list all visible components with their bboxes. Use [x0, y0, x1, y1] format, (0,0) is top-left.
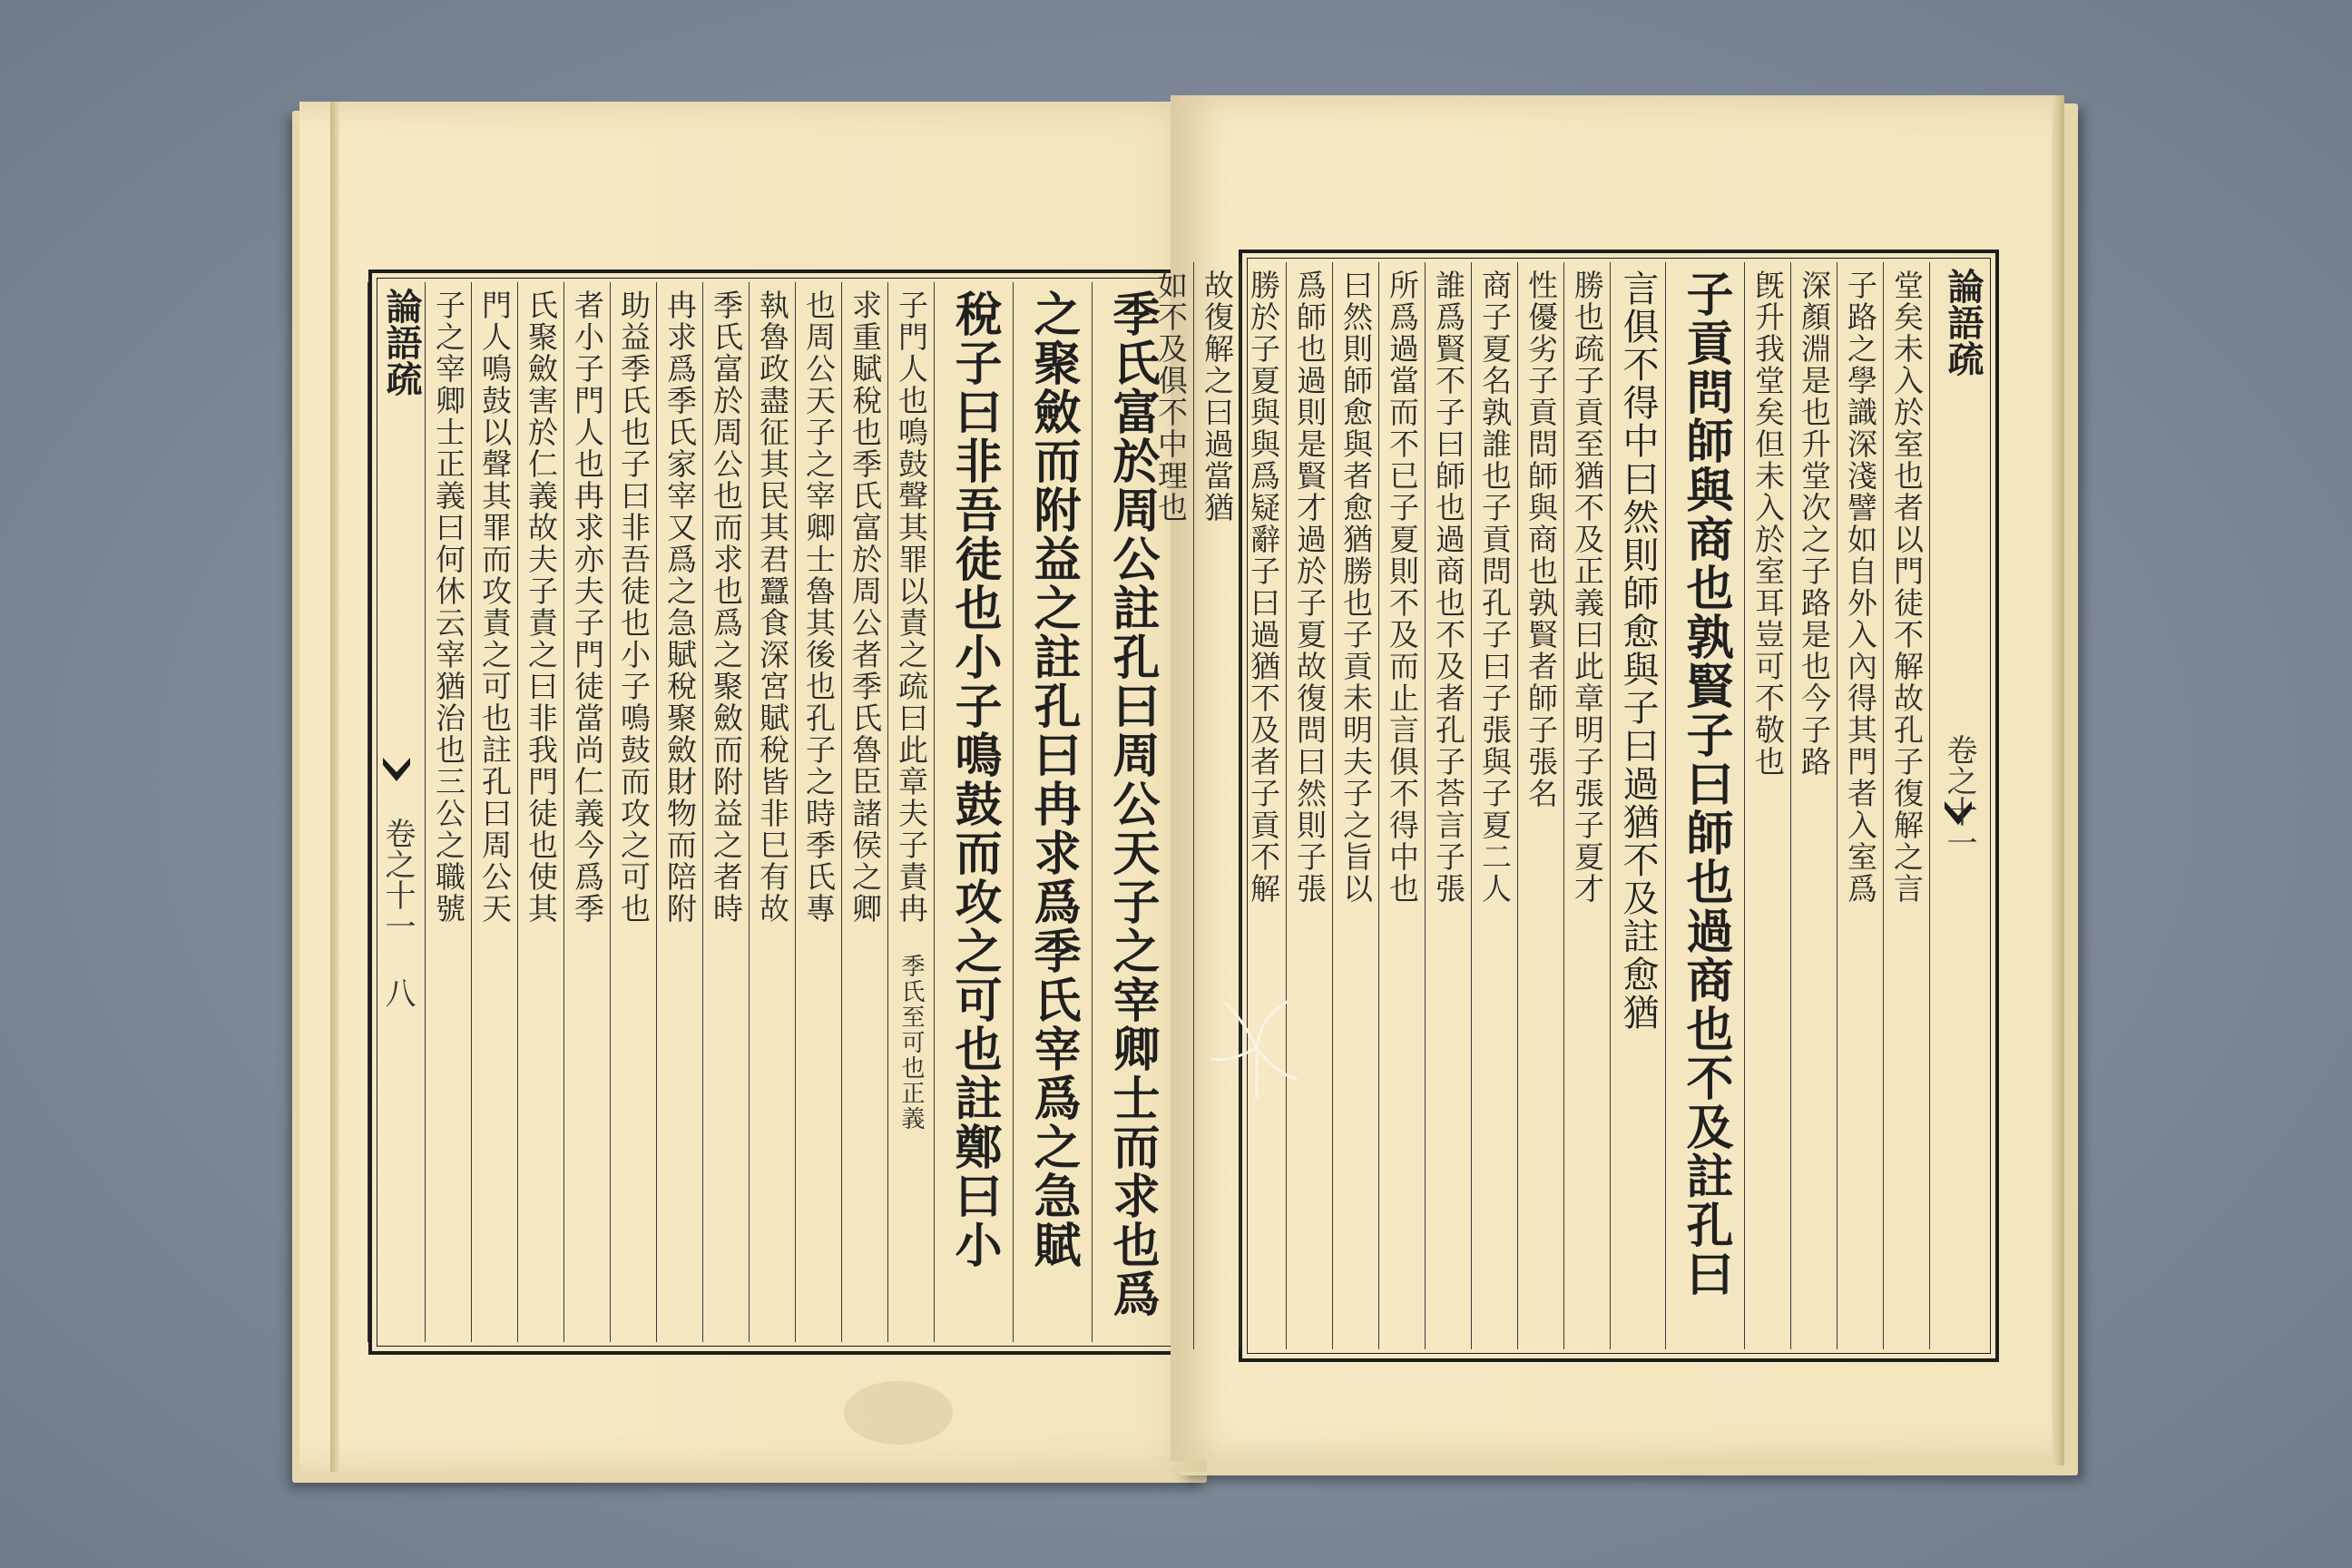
text-column: 也周公天子之宰卿士魯其後也孔子之時季氏專	[795, 282, 841, 1342]
right-page	[1153, 95, 2064, 1461]
paper-stain	[844, 1381, 953, 1445]
interlinear-note: 季氏至可也正義	[897, 925, 925, 1132]
text-column: 言俱不得中曰然則師愈與子曰過猶不及註愈猶	[1610, 262, 1665, 1349]
left-columns	[381, 282, 1171, 1342]
text-column: 子貢問師與商也孰賢子曰師也過商也不及註孔曰	[1665, 262, 1744, 1349]
text-column: 故復解之曰過當猶	[1193, 262, 1240, 1349]
volume-label: 卷之十一 八	[379, 818, 416, 1008]
text-column: 子門人也鳴鼓聲其罪以責之疏曰此章夫子責冉 季氏至可也正義	[887, 282, 934, 1342]
left-center-strip	[368, 282, 425, 1342]
right-binding-edge	[2052, 95, 2064, 1465]
binding-thread	[1207, 994, 1307, 1102]
text-column: 者小子門人也冉求亦夫子門徒當尚仁義今爲季	[564, 282, 610, 1342]
text-column: 如不及俱不中理也	[1153, 270, 1189, 524]
text-column: 助益季氏也子曰非吾徒也小子鳴鼓而攻之可也	[610, 282, 656, 1342]
left-binding-edge	[330, 102, 339, 1472]
text-column: 爲師也過則是賢才過於子夏故復問曰然則子張	[1286, 262, 1332, 1349]
text-column: 子路之學識深淺譬如自外入內得其門者入室爲	[1837, 262, 1883, 1349]
text-column: 深顏淵是也升堂次之子路是也今子路	[1790, 262, 1837, 1349]
text-column: 執魯政盡征其民其君蠶食深宮賦稅皆非巳有故	[749, 282, 795, 1342]
book-title-label: 論語疏	[380, 288, 423, 397]
text-column: 季氏富於周公也而求也爲之聚斂而附益之者時	[702, 282, 749, 1342]
text-column: 勝也疏子貢至猶不及正義曰此章明子張子夏才	[1563, 262, 1610, 1349]
text-column: 門人鳴鼓以聲其罪而攻責之可也註孔曰周公天	[471, 282, 517, 1342]
right-text-frame	[1153, 250, 1999, 1362]
text-column: 旣升我堂矣但未入於室耳豈可不敬也	[1744, 262, 1790, 1349]
left-text-frame	[368, 270, 1183, 1355]
left-page	[299, 102, 1207, 1472]
text-column: 季氏富於周公註孔曰周公天子之宰卿士而求也爲	[1092, 282, 1171, 1342]
text-column: 所爲過當而不已子夏則不及而止言俱不得中也	[1378, 262, 1425, 1349]
fish-tail-mark-icon	[381, 754, 412, 785]
text-column: 求重賦稅也季氏富於周公者季氏魯臣諸侯之卿	[841, 282, 887, 1342]
open-book	[272, 91, 2087, 1488]
text-column: 之聚斂而附益之註孔曰冉求爲季氏宰爲之急賦	[1013, 282, 1092, 1342]
volume-label: 卷之十一	[1941, 734, 1977, 858]
text-column: 冉求爲季氏家宰又爲之急賦稅聚斂財物而陪附	[656, 282, 702, 1342]
text-column: 誰爲賢不子曰師也過商也不及者孔子荅言子張	[1425, 262, 1471, 1349]
text-column: 性優劣子貢問師與商也孰賢者師子張名	[1517, 262, 1563, 1349]
text-column: 稅子曰非吾徒也小子鳴鼓而攻之可也註鄭曰小	[934, 282, 1013, 1342]
right-center-strip	[1929, 262, 1986, 1349]
text-column: 氏聚斂害於仁義故夫子責之曰非我門徒也使其	[517, 282, 564, 1342]
book-title-label: 論語疏	[1942, 268, 1984, 377]
text-column: 曰然則師愈與者愈猶勝也子貢未明夫子之旨以	[1332, 262, 1378, 1349]
right-columns	[1153, 262, 1986, 1349]
text-column: 堂矣未入於室也者以門徒不解故孔子復解之言	[1883, 262, 1929, 1349]
text-column: 勝於子夏與與爲疑辭子曰過猶不及者子貢不解	[1240, 262, 1286, 1349]
text-column: 子之宰卿士正義曰何休云宰猶治也三公之職號	[425, 282, 471, 1342]
text-column: 商子夏名孰誰也子貢問孔子曰子張與子夏二人	[1471, 262, 1517, 1349]
